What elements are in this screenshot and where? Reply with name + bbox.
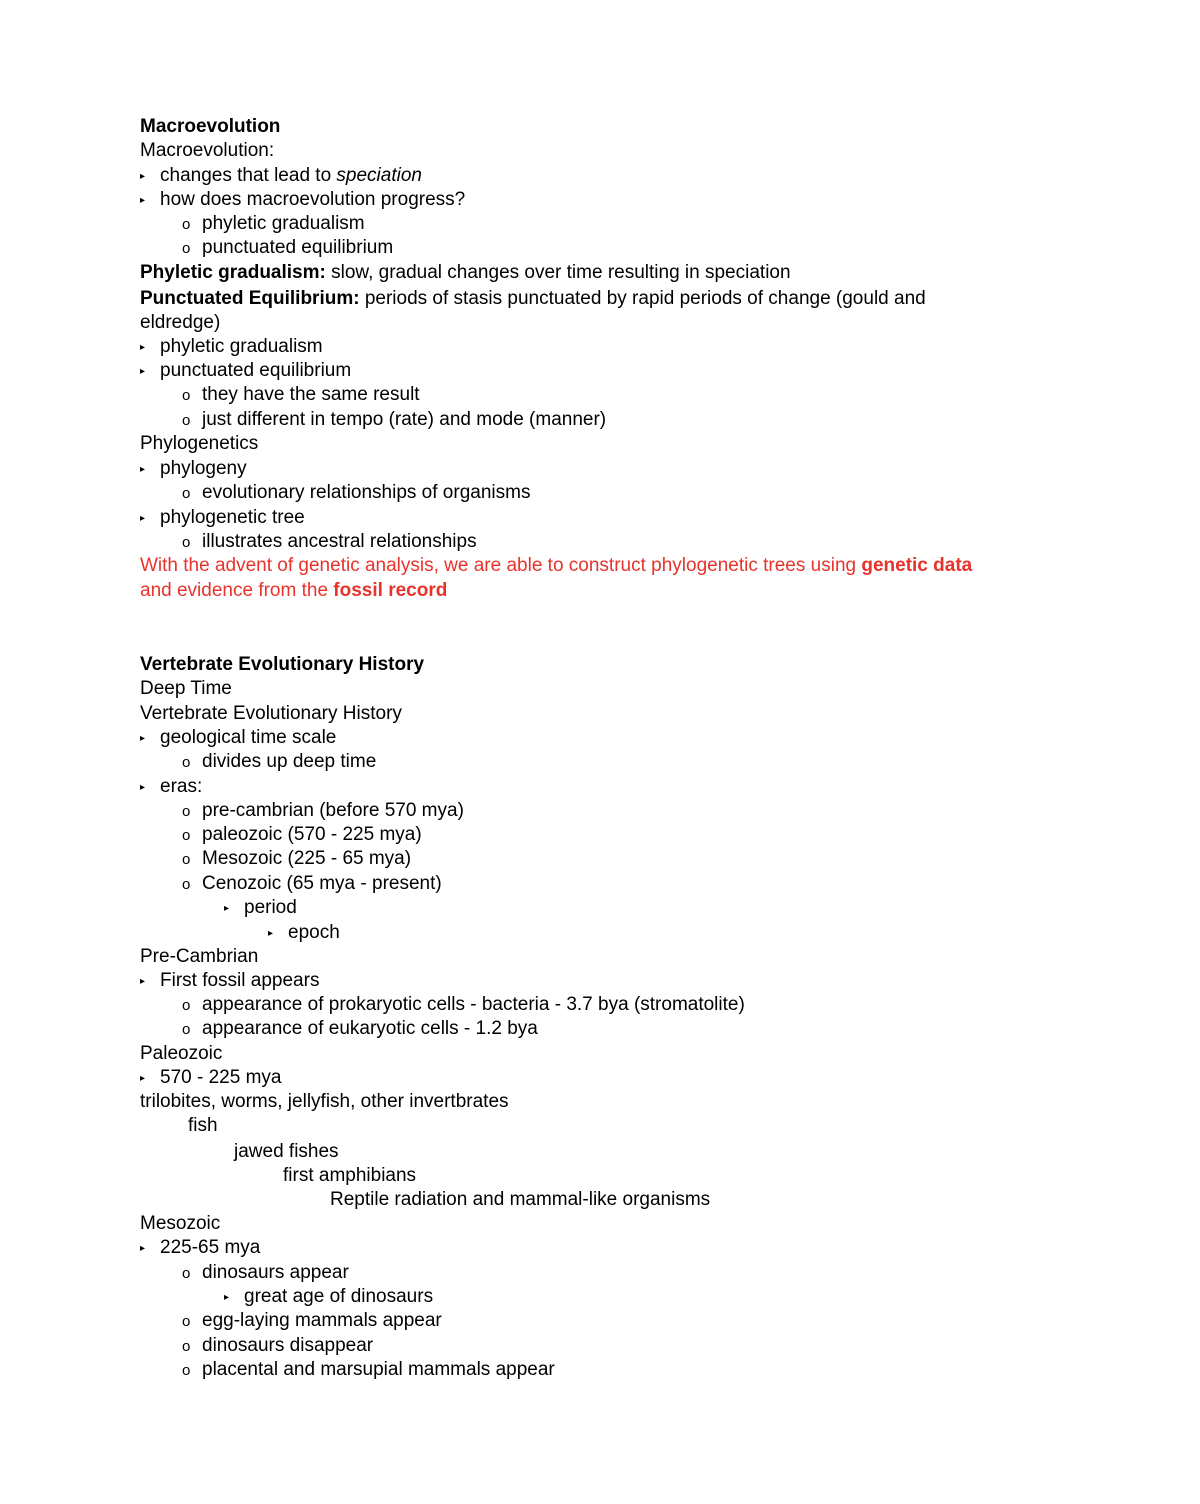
circle-bullet-icon: o — [182, 485, 191, 502]
circle-bullet-icon: o — [182, 387, 191, 404]
bullet-item: ▸ changes that lead to speciation — [140, 164, 422, 189]
sequence-line: Reptile radiation and mammal-like organisms — [330, 1189, 711, 1210]
highlighted-note-continuation: and evidence from the fossil record — [140, 580, 448, 601]
subheading-macroevolution: Macroevolution: — [140, 140, 275, 161]
circle-bullet-icon: o — [182, 754, 191, 771]
circle-bullet-icon: o — [182, 216, 191, 233]
sub-bullet-item: o illustrates ancestral relationships — [182, 530, 477, 555]
bullet-item: ▸ punctuated equilibrium — [140, 359, 351, 384]
section-heading-vertebrate-history: Vertebrate Evolutionary History — [140, 654, 425, 675]
triangle-bullet-icon: ▸ — [224, 1292, 230, 1303]
sub-bullet-item: o they have the same result — [182, 383, 420, 408]
circle-bullet-icon: o — [182, 1362, 191, 1379]
sub-sub-bullet-item: ▸ great age of dinosaurs — [224, 1285, 433, 1310]
subheading-paleozoic: Paleozoic — [140, 1043, 223, 1064]
bullet-item: ▸ phyletic gradualism — [140, 335, 323, 360]
bullet-item: ▸ 570 - 225 mya — [140, 1066, 281, 1091]
circle-bullet-icon: o — [182, 876, 191, 893]
definition-phyletic-gradualism: Phyletic gradualism: slow, gradual changes over time resulting in speciation — [140, 262, 791, 283]
triangle-bullet-icon: ▸ — [140, 976, 146, 987]
circle-bullet-icon: o — [182, 997, 191, 1014]
triangle-bullet-icon: ▸ — [268, 928, 274, 939]
subheading-pre-cambrian: Pre-Cambrian — [140, 946, 259, 967]
triangle-bullet-icon: ▸ — [140, 342, 146, 353]
bullet-item: ▸ First fossil appears — [140, 969, 319, 994]
sub-bullet-item: o egg-laying mammals appear — [182, 1309, 442, 1334]
section-heading-macroevolution: Macroevolution — [140, 116, 281, 137]
sub-bullet-item: o dinosaurs disappear — [182, 1334, 373, 1359]
definition-punctuated-equilibrium: Punctuated Equilibrium: periods of stasis punctuated by rapid periods of change (gould and — [140, 288, 926, 309]
sequence-line: trilobites, worms, jellyfish, other invertbrates — [140, 1091, 509, 1112]
circle-bullet-icon: o — [182, 1313, 191, 1330]
sub-bullet-item: o divides up deep time — [182, 750, 376, 775]
circle-bullet-icon: o — [182, 534, 191, 551]
triangle-bullet-icon: ▸ — [224, 903, 230, 914]
triangle-bullet-icon: ▸ — [140, 1243, 146, 1254]
bullet-item: ▸ phylogeny — [140, 457, 247, 482]
definition-continuation: eldredge) — [140, 312, 221, 333]
circle-bullet-icon: o — [182, 851, 191, 868]
bullet-item: ▸ phylogenetic tree — [140, 506, 305, 531]
sub-bullet-item: o paleozoic (570 - 225 mya) — [182, 823, 422, 848]
sequence-line: first amphibians — [283, 1165, 417, 1186]
circle-bullet-icon: o — [182, 1265, 191, 1282]
sub-bullet-item: o evolutionary relationships of organisms — [182, 481, 530, 506]
sub-bullet-item: o just different in tempo (rate) and mode (manner) — [182, 408, 606, 433]
sub-bullet-item: o appearance of eukaryotic cells - 1.2 bya — [182, 1017, 538, 1042]
bullet-item: ▸ how does macroevolution progress? — [140, 188, 465, 213]
triangle-bullet-icon: ▸ — [140, 464, 146, 475]
sub-bullet-item: o Mesozoic (225 - 65 mya) — [182, 847, 411, 872]
circle-bullet-icon: o — [182, 1021, 191, 1038]
sub-bullet-item: o placental and marsupial mammals appear — [182, 1358, 555, 1383]
bullet-item: ▸ eras: — [140, 775, 202, 800]
sub-sub-sub-bullet-item: ▸ epoch — [268, 921, 340, 946]
highlighted-note: With the advent of genetic analysis, we are able to construct phylogenetic trees using genetic data — [140, 555, 973, 576]
circle-bullet-icon: o — [182, 412, 191, 429]
circle-bullet-icon: o — [182, 827, 191, 844]
triangle-bullet-icon: ▸ — [140, 366, 146, 377]
sub-bullet-item: o Cenozoic (65 mya - present) — [182, 872, 442, 897]
circle-bullet-icon: o — [182, 240, 191, 257]
circle-bullet-icon: o — [182, 803, 191, 820]
sub-bullet-item: o dinosaurs appear — [182, 1261, 349, 1286]
triangle-bullet-icon: ▸ — [140, 1073, 146, 1084]
sequence-line: jawed fishes — [234, 1141, 339, 1162]
sub-bullet-item: o phyletic gradualism — [182, 212, 365, 237]
subheading-mesozoic: Mesozoic — [140, 1213, 221, 1234]
sub-bullet-item: o punctuated equilibrium — [182, 236, 393, 261]
bullet-item: ▸ 225-65 mya — [140, 1236, 260, 1261]
subheading-vertebrate-history: Vertebrate Evolutionary History — [140, 703, 402, 724]
triangle-bullet-icon: ▸ — [140, 513, 146, 524]
triangle-bullet-icon: ▸ — [140, 733, 146, 744]
triangle-bullet-icon: ▸ — [140, 782, 146, 793]
triangle-bullet-icon: ▸ — [140, 195, 146, 206]
subheading-phylogenetics: Phylogenetics — [140, 433, 259, 454]
sub-bullet-item: o appearance of prokaryotic cells - bacteria - 3.7 bya (stromatolite) — [182, 993, 745, 1018]
sequence-line: fish — [188, 1115, 218, 1136]
triangle-bullet-icon: ▸ — [140, 171, 146, 182]
subheading-deep-time: Deep Time — [140, 678, 232, 699]
circle-bullet-icon: o — [182, 1338, 191, 1355]
sub-sub-bullet-item: ▸ period — [224, 896, 297, 921]
sub-bullet-item: o pre-cambrian (before 570 mya) — [182, 799, 464, 824]
bullet-item: ▸ geological time scale — [140, 726, 336, 751]
